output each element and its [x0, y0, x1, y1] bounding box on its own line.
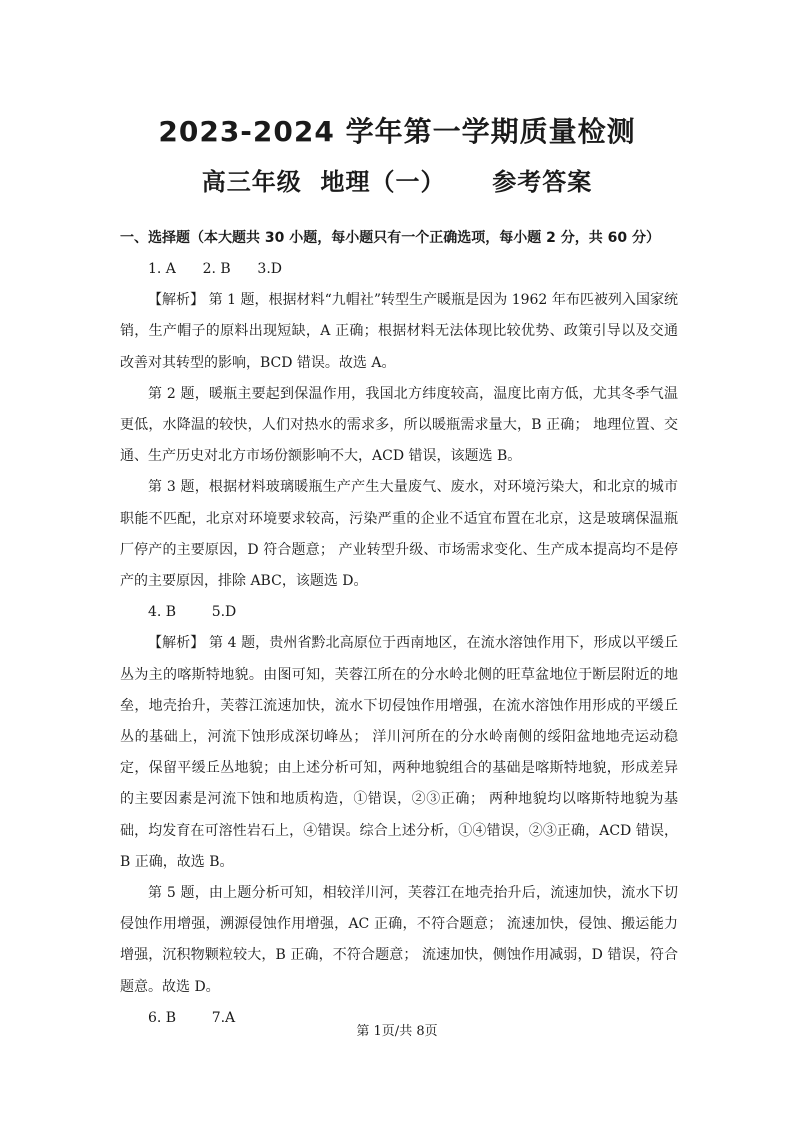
page-footer: 第 1页/共 8页: [356, 1024, 438, 1039]
section-heading: 一、选择题（本大题共 30 小题，每小题只有一个正确选项，每小题 2 分，共 60 分）: [120, 230, 660, 246]
analysis-q4: [120, 628, 678, 878]
answer-line-1-3: 1. A 2. B 3.D: [148, 261, 282, 277]
analysis-tag: 【解析】: [148, 635, 205, 652]
analysis-text: 第 4 题，贵州省黔北高原位于西南地区，在流水溶蚀作用下，形成以平缓丘丛为主的喀斯特地貌。由图可知，芙蓉江所在的分水岭北侧的旺草盆地位于断层附近的地垒，地壳抬升，芙蓉江流速加快，流水下切侵蚀作用增强，在流水溶蚀作用形成的平缓丘丛的基础上，河流下蚀形成深切峰丛； 洋川河所在的分水岭南侧的绥阳盆地地壳运动稳定，保留平缓丘丛地貌；由上述分析可知，两种地貌组合的基础是喀斯特地貌，形成差异的主要因素是河流下蚀和地质构造，①错误，②③正确； 两种地貌均以喀斯特地貌为基础，均发育在可溶性岩石上，④错误。综合上述分析，①④错误，②③正确，ACD 错误，B 正确，故选 B。: [120, 635, 679, 870]
answer-line-6-7: 6. B 7.A: [148, 1009, 236, 1026]
document-title: 2023-2024 学年第一学期质量检测: [158, 115, 636, 148]
analysis-q3: 第 3 题，根据材料玻璃暖瓶生产产生大量废气、废水，对环境污染大，和北京的城市职能不匹配，北京对环境要求较高，污染严重的企业不适宜布置在北京，这是玻璃保温瓶厂停产的主要原因，D 符合题意； 产业转型升级、市场需求变化、生产成本提高均不是停产的主要原因，排除 ABC，该题选 D。: [120, 479, 678, 590]
analysis-q5: 第 5 题，由上题分析可知，相较洋川河，芙蓉江在地壳抬升后，流速加快，流水下切侵蚀作用增强，溯源侵蚀作用增强，AC 正确，不符合题意； 流速加快，侵蚀、搬运能力增强，沉积物颗粒较大，B 正确，不符合题意； 流速加快，侧蚀作用减弱，D 错误，符合题意。故选 D。: [120, 885, 678, 995]
analysis-text: 第 1 题，根据材料“九帽社”转型生产暖瓶是因为 1962 年布匹被列入国家统销，生产帽子的原料出现短缺，A 正确；根据材料无法体现比较优势、政策引导以及交通改善对其转型的影响，BCD 错误。故选 A。: [120, 292, 679, 371]
analysis-tag: 【解析】: [148, 292, 205, 309]
answer-line-4-5: 4. B 5.D: [148, 604, 237, 621]
answer-content: [120, 254, 678, 1034]
analysis-q2: 第 2 题，暖瓶主要起到保温作用，我国北方纬度较高，温度比南方低，尤其冬季气温更低，水降温的较快，人们对热水的需求多，所以暖瓶需求量大，B 正确； 地理位置、交通、生产历史对北方市场份额影响不大，ACD 错误，该题选 B。: [120, 385, 678, 465]
document-subtitle: 高三年级 地理（一） 参考答案: [201, 168, 593, 196]
analysis-q1: [120, 285, 678, 379]
